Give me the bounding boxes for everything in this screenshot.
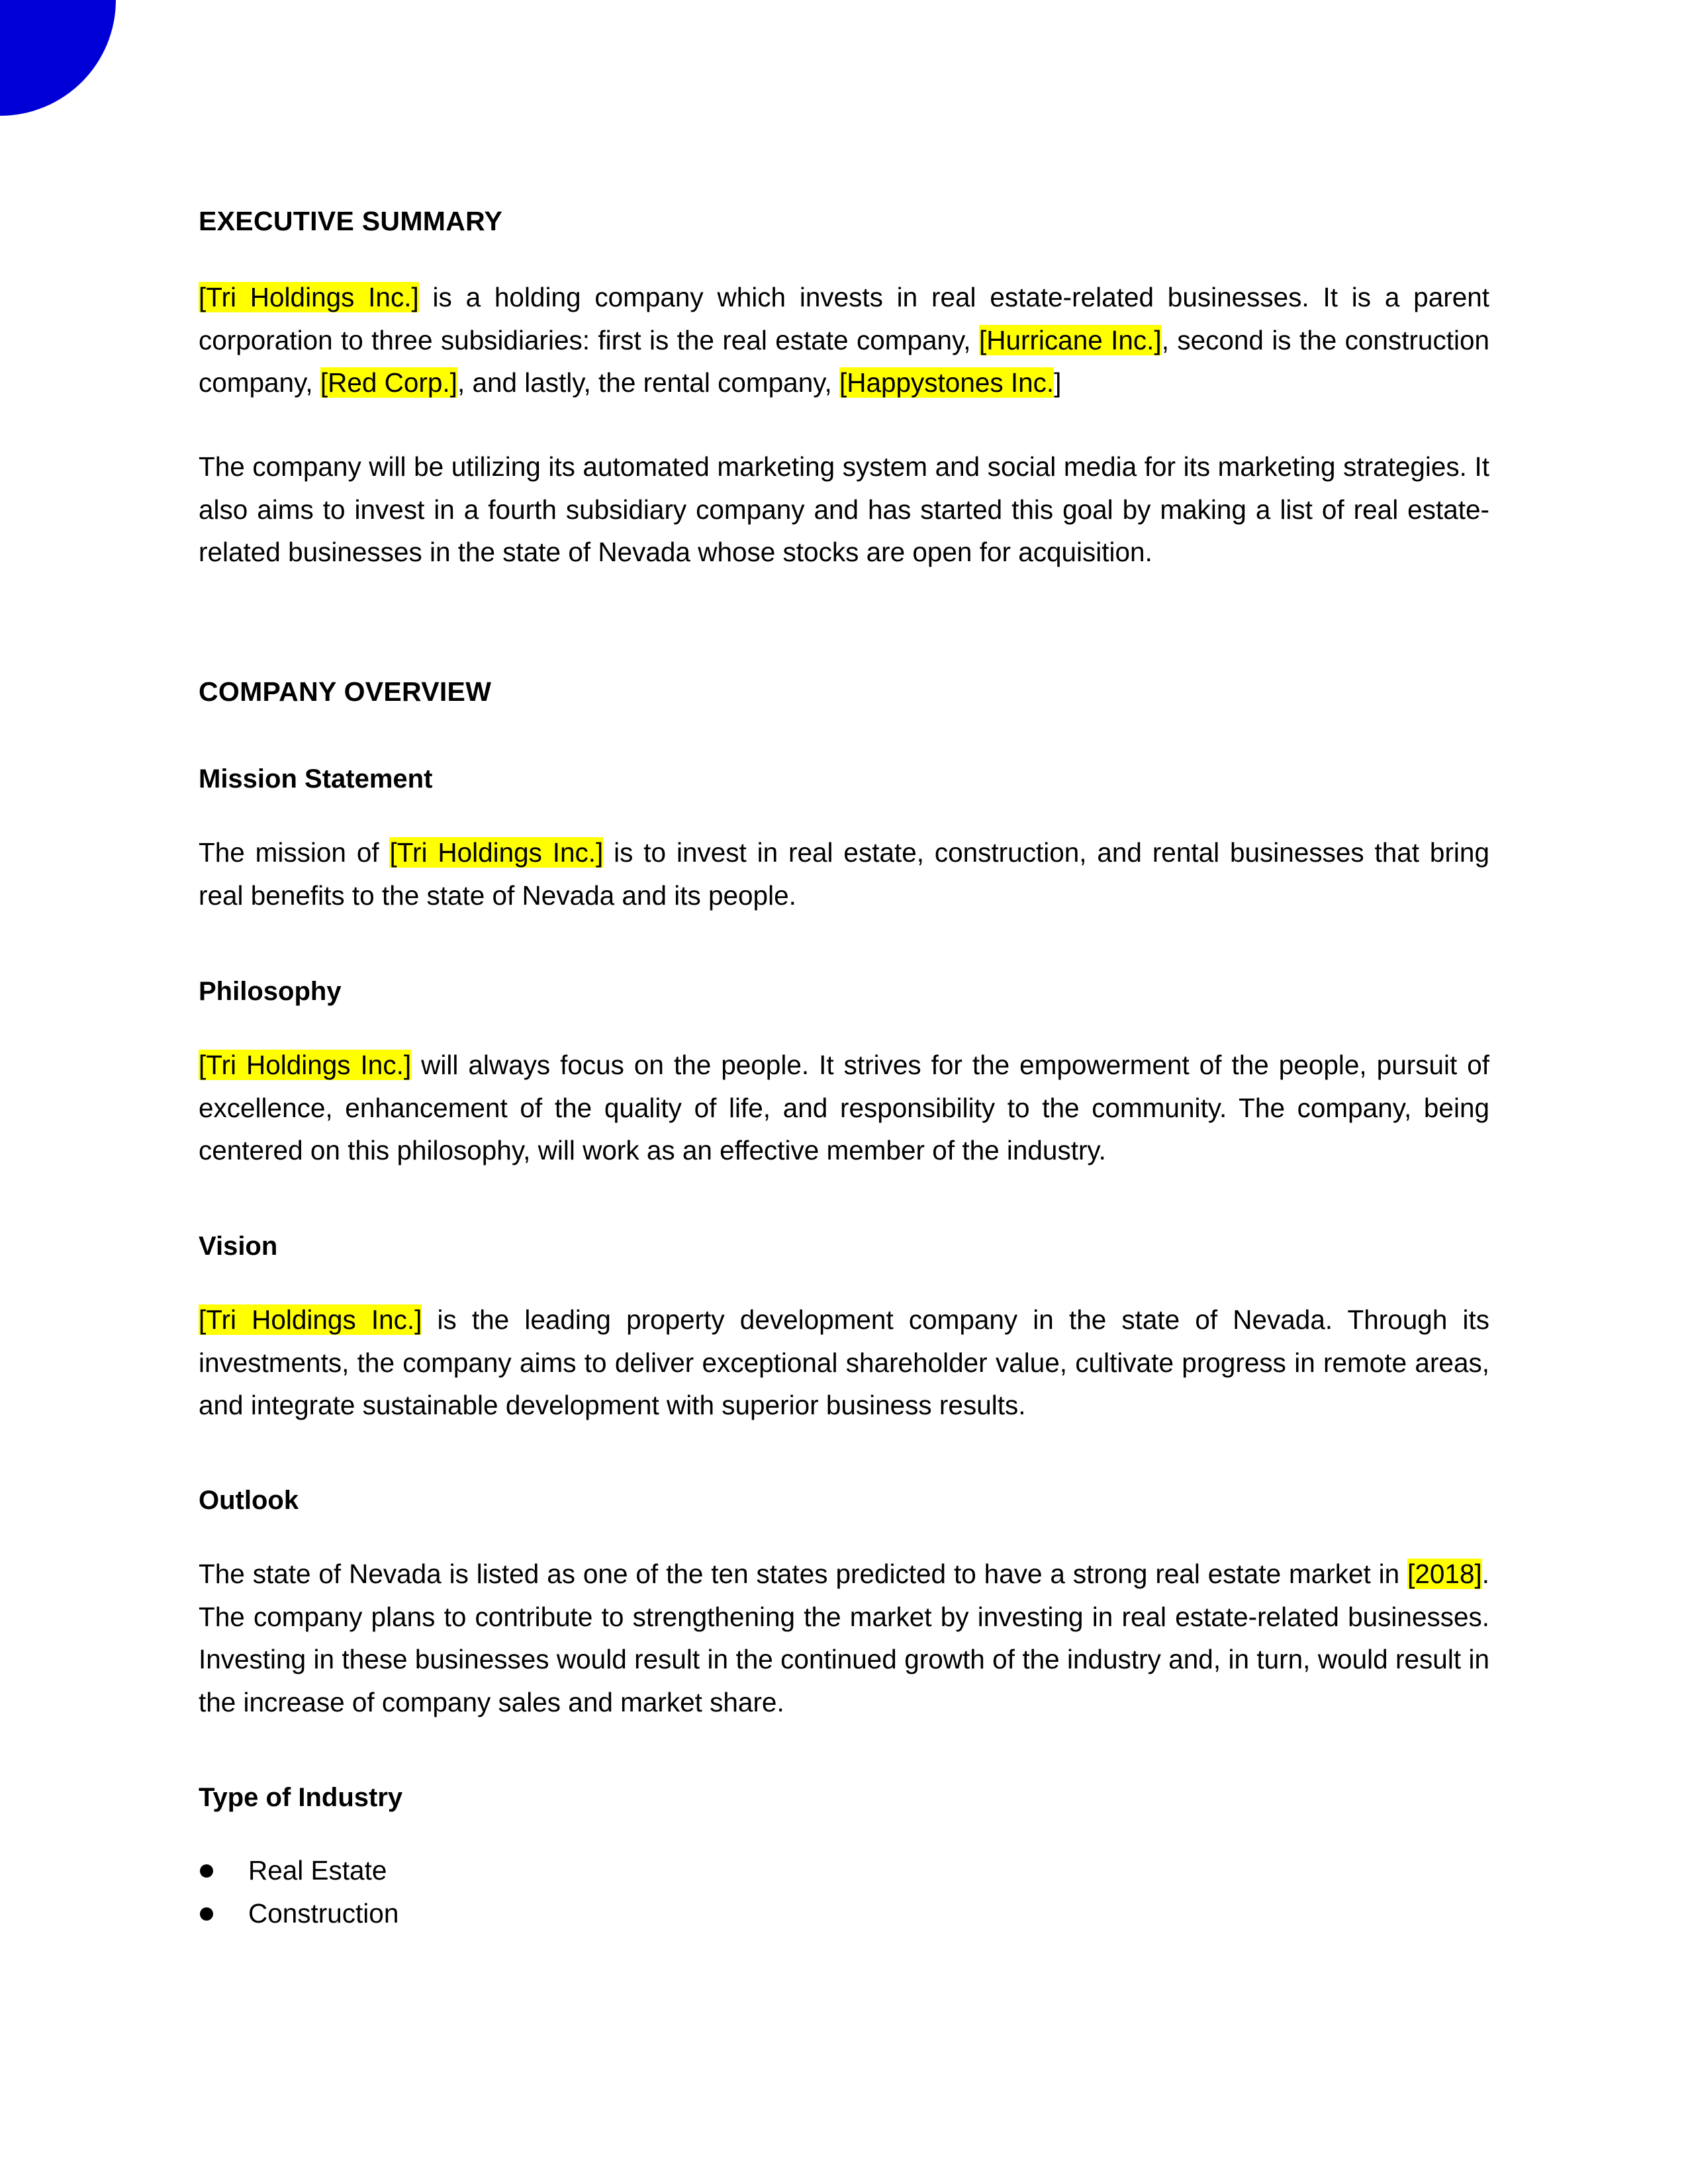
- philosophy-heading: Philosophy: [199, 977, 342, 1006]
- outlook-paragraph: [199, 1553, 1489, 1723]
- text-run: is to invest in real estate, construction, and rental businesses that bring real benefits to the state of Nevada and its people.: [199, 837, 1489, 911]
- executive-summary-heading: EXECUTIVE SUMMARY: [199, 206, 503, 236]
- list-item-label: Construction: [248, 1897, 399, 1929]
- subsidiary-placeholder-3: [Happystones Inc.: [839, 367, 1055, 398]
- executive-summary-paragraph-1: [199, 276, 1489, 404]
- list-item-label: Real Estate: [248, 1855, 387, 1886]
- mission-statement-paragraph: [199, 831, 1489, 917]
- company-overview-heading: COMPANY OVERVIEW: [199, 676, 492, 707]
- industry-list: [199, 1849, 399, 1934]
- text-run: . The company plans to contribute to strengthening the market by investing in real estate-related businesses. Investing in these businesses would result in the continued growth of the industry and, in turn, would result in the increase of company sales and market share.: [199, 1559, 1489, 1717]
- text-run: will always focus on the people. It strives for the empowerment of the people, pursuit of excellence, enhancement of the quality of life, and responsibility to the community. The company, being centered on this philosophy, will work as an effective member of the industry.: [199, 1050, 1489, 1165]
- outlook-heading: Outlook: [199, 1486, 299, 1515]
- company-name-placeholder: [Tri Holdings Inc.]: [389, 837, 604, 868]
- text-run: , and lastly, the rental company,: [457, 367, 839, 398]
- company-name-placeholder: [Tri Holdings Inc.]: [199, 1050, 412, 1080]
- company-name-placeholder: [Tri Holdings Inc.]: [199, 1304, 422, 1335]
- text-run: is the leading property development company in the state of Nevada. Through its investments, the company aims to deliver exceptional shareholder value, cultivate progress in remote areas, and integrate sustainable development with superior business results.: [199, 1304, 1489, 1420]
- list-item: [199, 1849, 399, 1892]
- company-name-placeholder: [Tri Holdings Inc.]: [199, 282, 419, 312]
- vision-paragraph: [199, 1298, 1489, 1427]
- type-of-industry-heading: Type of Industry: [199, 1783, 403, 1812]
- text-run: The mission of: [199, 837, 390, 868]
- decorative-corner-circle: [0, 0, 116, 116]
- list-item: [199, 1892, 399, 1935]
- bullet-icon: [200, 1864, 213, 1878]
- text-run: The state of Nevada is listed as one of the ten states predicted to have a strong real estate market in: [199, 1559, 1408, 1589]
- vision-heading: Vision: [199, 1232, 278, 1261]
- subsidiary-placeholder-1: [Hurricane Inc.]: [978, 324, 1162, 355]
- text-run: ]: [1054, 367, 1062, 398]
- mission-statement-heading: Mission Statement: [199, 764, 433, 794]
- subsidiary-placeholder-2: [Red Corp.]: [320, 367, 457, 398]
- text-run: , second is the construction company,: [199, 324, 1489, 398]
- philosophy-paragraph: [199, 1044, 1489, 1172]
- bullet-icon: [200, 1907, 213, 1921]
- year-placeholder: [2018]: [1407, 1559, 1482, 1589]
- executive-summary-paragraph-2: The company will be utilizing its automated marketing system and social media for its marketing strategies. It also aims to invest in a fourth subsidiary company and has started this goal by making a list of real estate-related businesses in the state of Nevada whose stocks are open for acquisition.: [199, 451, 1489, 567]
- text-run: is a holding company which invests in real estate-related businesses. It is a parent corporation to three subsidiaries: first is the real estate company,: [199, 282, 1490, 355]
